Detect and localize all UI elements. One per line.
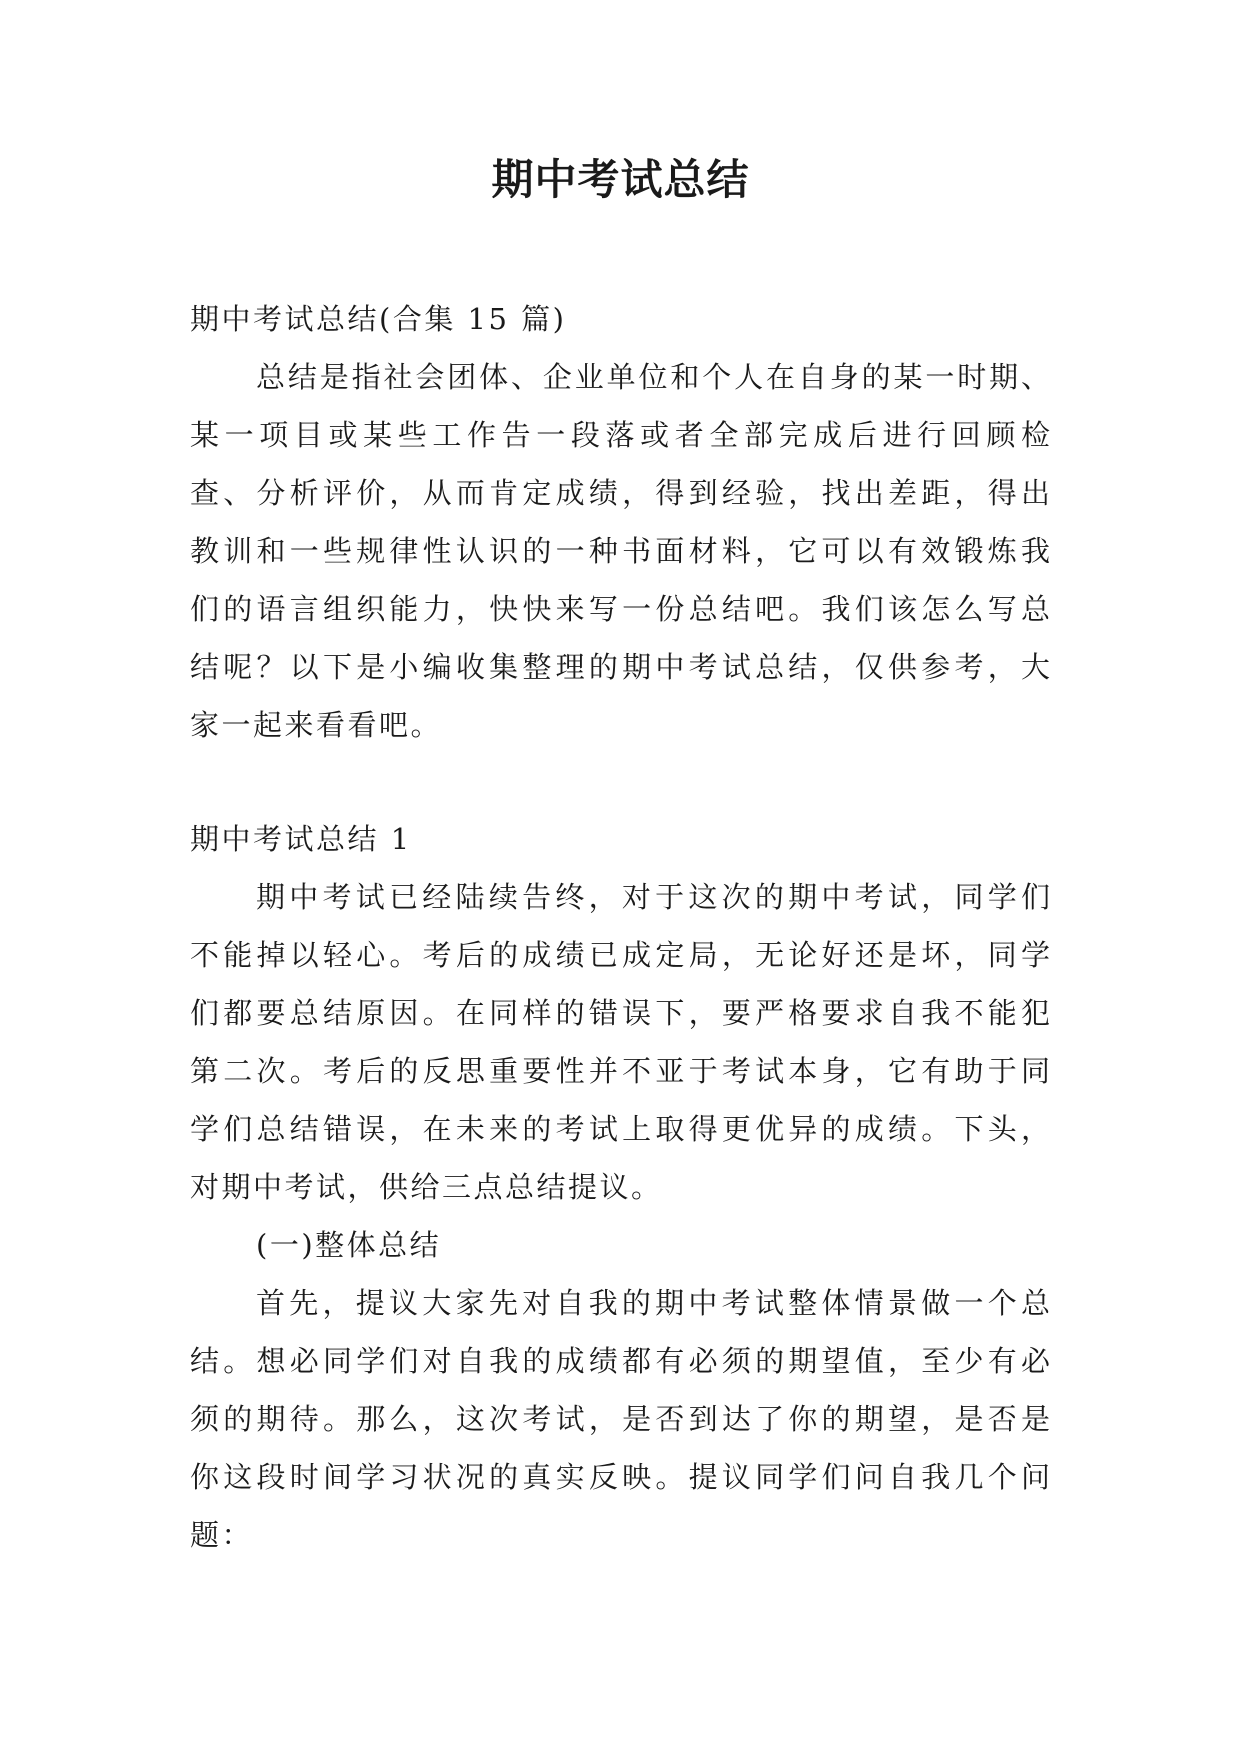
intro-paragraph [190,348,1050,754]
paragraph-line: 结呢？以下是小编收集整理的期中考试总结，仅供参考，大 [190,650,1050,684]
paragraph-line: 教训和一些规律性认识的一种书面材料，它可以有效锻炼我 [190,534,1050,568]
paragraph-line: 们都要总结原因。在同样的错误下，要严格要求自我不能犯 [190,996,1050,1030]
paragraph-line: 学们总结错误，在未来的考试上取得更优异的成绩。下头， [190,1112,1050,1146]
paragraph-line: 须的期待。那么，这次考试，是否到达了你的期望，是否是 [190,1402,1050,1436]
paragraph-line: 题： [190,1518,254,1552]
paragraph-line: 不能掉以轻心。考后的成绩已成定局，无论好还是坏，同学 [190,938,1050,972]
paragraph-line: 第二次。考后的反思重要性并不亚于考试本身，它有助于同 [190,1054,1050,1088]
paragraph-line: 们的语言组织能力，快快来写一份总结吧。我们该怎么写总 [190,592,1050,626]
paragraph-line: 期中考试已经陆续告终，对于这次的期中考试，同学们 [256,880,1050,914]
section-spacer [190,754,1050,810]
section-heading: 期中考试总结 1 [190,822,412,856]
section1-paragraph-2 [190,1274,1050,1564]
section1-paragraph-1 [190,868,1050,1216]
document-title: 期中考试总结 [491,155,750,204]
paragraph-line: 家一起来看看吧。 [190,708,443,742]
paragraph-line: 某一项目或某些工作告一段落或者全部完成后进行回顾检 [190,418,1050,452]
paragraph-line: 首先，提议大家先对自我的期中考试整体情景做一个总 [256,1286,1050,1320]
subheading: (一)整体总结 [256,1228,442,1262]
paragraph-line: 对期中考试，供给三点总结提议。 [190,1170,663,1204]
collection-heading: 期中考试总结(合集 15 篇) [190,302,567,336]
paragraph-line: 你这段时间学习状况的真实反映。提议同学们问自我几个问 [190,1460,1050,1494]
paragraph-line: 总结是指社会团体、企业单位和个人在自身的某一时期、 [256,360,1050,394]
document-body [190,290,1050,1564]
paragraph-line: 查、分析评价，从而肯定成绩，得到经验，找出差距，得出 [190,476,1050,510]
paragraph-line: 结。想必同学们对自我的成绩都有必须的期望值，至少有必 [190,1344,1050,1378]
